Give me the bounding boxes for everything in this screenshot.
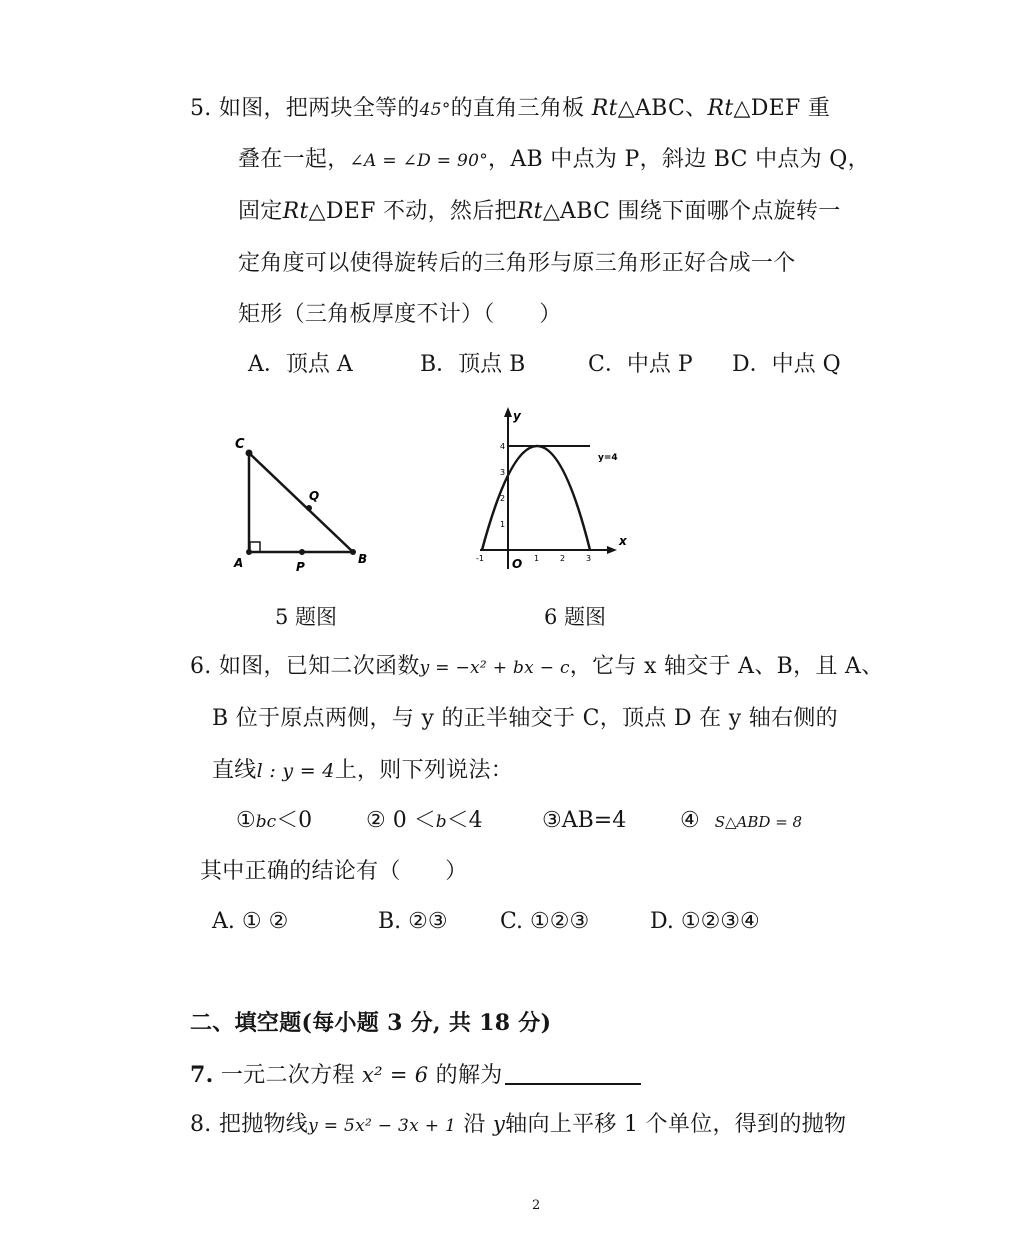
point-a — [246, 549, 252, 555]
rt-label: Rt — [282, 199, 309, 224]
label-y: y — [513, 409, 521, 423]
q8 — [190, 1114, 846, 1136]
q6-text: ，它与 x 轴交于 A、B，且 A、 — [569, 654, 884, 679]
q7-equation: x² = 6 — [361, 1063, 429, 1087]
statement-1-rest: ＜0 — [276, 808, 313, 833]
q5-line3 — [238, 201, 841, 223]
q8-text: 轴向上平移 1 个单位，得到的抛物 — [505, 1112, 847, 1137]
q6-text: 直线 — [212, 758, 257, 783]
point-c — [246, 450, 253, 457]
rt-label: Rt — [516, 199, 543, 224]
q6-option-d: D. ①②③④ — [650, 909, 760, 934]
q8-equation: y = 5x² − 3x + 1 — [308, 1116, 457, 1136]
ytick-2: 2 — [500, 494, 506, 503]
label-a: A — [234, 556, 244, 570]
q8-text: 把抛物线 — [218, 1112, 309, 1137]
rt-label: Rt — [591, 96, 618, 121]
q6-prompt: 其中正确的结论有（ ） — [200, 859, 468, 884]
circled-1: ① — [236, 808, 256, 833]
circled-4: ④ — [680, 808, 700, 833]
q5-text: △ABC 围绕下面哪个点旋转一 — [542, 199, 841, 224]
answer-blank[interactable] — [505, 1063, 641, 1085]
q5-text: 叠在一起， — [238, 147, 350, 172]
bc-term: bc — [255, 812, 277, 832]
label-c: C — [235, 437, 245, 452]
q5-number: 5. — [190, 96, 212, 121]
q5-option-d: D．中点 Q — [732, 352, 841, 377]
label-line-y4: y=4 — [598, 453, 618, 463]
xtick-3: 3 — [586, 554, 592, 563]
figure-6-caption: 6 题图 — [544, 605, 607, 629]
q8-text: 沿 — [463, 1112, 486, 1137]
ytick-1: 1 — [500, 520, 506, 529]
angle-equation: ∠A = ∠D = 90° — [349, 151, 489, 171]
q5-text: △DEF 不动，然后把 — [308, 199, 517, 224]
figure-5 — [225, 425, 385, 585]
q6-text: 上，则下列说法： — [334, 758, 514, 783]
q6-option-b: B. ②③ — [378, 909, 448, 934]
q5-text: 的直角三角板 — [450, 96, 585, 121]
label-b: B — [358, 552, 368, 566]
q6-line3 — [212, 760, 513, 782]
quadratic-function: y = −x² + bx − c — [419, 658, 570, 678]
q7 — [190, 1063, 641, 1087]
q6-option-c: C. ①②③ — [500, 909, 590, 934]
ytick-4: 4 — [500, 442, 506, 451]
area-expression: S△ABD = 8 — [714, 813, 803, 831]
point-p — [299, 549, 305, 555]
statement-3: ③AB=4 — [542, 808, 627, 833]
q6-number: 6. — [190, 654, 212, 679]
q7-text: 的解为 — [435, 1063, 503, 1088]
point-b — [350, 549, 356, 555]
q5-line4: 定角度可以使得旋转后的三角形与原三角形正好合成一个 — [238, 251, 796, 276]
triangle-abc: △ABC、 — [617, 96, 708, 121]
triangle-def: △DEF 重 — [733, 96, 831, 121]
section-2-title: 二、填空题(每小题 3 分, 共 18 分) — [190, 1010, 552, 1036]
statement-1 — [236, 810, 312, 832]
q6-line1 — [190, 656, 884, 678]
q6-line2: B 位于原点两侧，与 y 的正半轴交于 C，顶点 D 在 y 轴右侧的 — [212, 706, 838, 731]
angle-45: 45° — [419, 100, 451, 120]
statement-4 — [680, 810, 802, 832]
q5-text: 如图，把两块全等的 — [218, 96, 420, 121]
q8-axis: y — [493, 1112, 506, 1136]
xtick-neg1: -1 — [476, 554, 484, 563]
ytick-3: 3 — [500, 468, 506, 477]
x-axis-arrow — [607, 546, 617, 554]
y-axis-arrow — [504, 407, 512, 417]
q5-option-b: B．顶点 B — [420, 352, 526, 377]
q5-line1 — [190, 98, 830, 120]
q5-line5: 矩形（三角板厚度不计）（ ） — [238, 302, 562, 327]
q7-text: 一元二次方程 — [220, 1063, 355, 1088]
statement-2 — [366, 810, 483, 832]
side-bc — [249, 453, 353, 552]
xtick-2: 2 — [560, 554, 566, 563]
label-origin: O — [512, 557, 523, 571]
figure-5-caption: 5 题图 — [275, 605, 338, 629]
q5-text: 固定 — [238, 199, 283, 224]
statement-2-rest: ＜4 — [446, 808, 483, 833]
statement-2-text: ② 0 ＜ — [366, 808, 436, 833]
q7-number: 7. — [190, 1062, 214, 1088]
line-l-equation: l : y = 4 — [256, 760, 335, 782]
page-number: 2 — [532, 1198, 541, 1213]
label-x: x — [619, 534, 627, 548]
figure-6 — [472, 405, 642, 580]
label-q: Q — [309, 489, 320, 503]
q6-text: 如图，已知二次函数 — [218, 654, 420, 679]
label-p: P — [296, 560, 305, 574]
parabola — [482, 446, 590, 550]
rt-label: Rt — [707, 96, 734, 121]
q8-number: 8. — [190, 1112, 212, 1137]
q5-line2 — [238, 149, 870, 171]
point-q — [306, 505, 312, 511]
q5-option-c: C．中点 P — [588, 352, 693, 377]
b-term: b — [435, 812, 447, 832]
q5-text: ，AB 中点为 P，斜边 BC 中点为 Q， — [488, 147, 870, 172]
q5-option-a: A．顶点 A — [248, 352, 353, 377]
q6-option-a: A. ① ② — [212, 909, 289, 934]
xtick-1: 1 — [534, 554, 540, 563]
